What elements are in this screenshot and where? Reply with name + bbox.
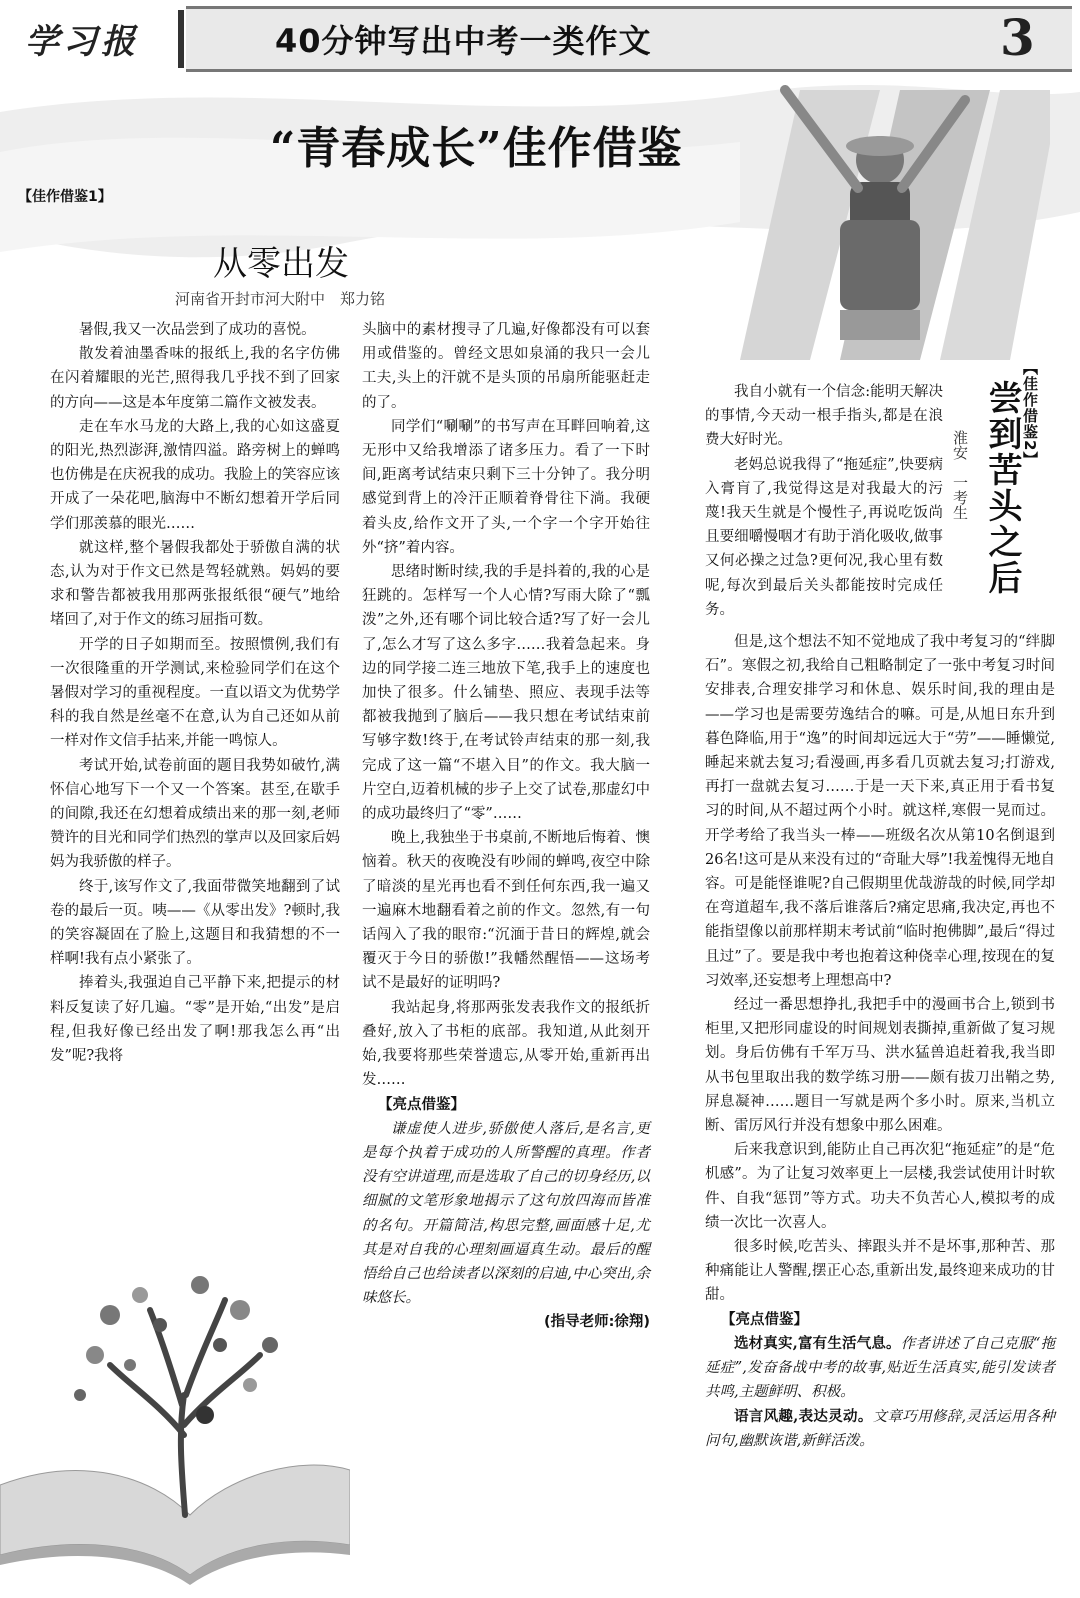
highlight-point-1 — [705, 1332, 1055, 1405]
paragraph: 老妈总说我得了“拖延症”,快要病入膏肓了,我觉得这是对我最大的污蔑!我天生就是个慢性子,再说吃饭尚且要细嚼慢咽才有助于消化吸收,做事又何必操之过急?更何况,我心里有数呢,每次到最后关头都能按时完成任务。 — [705, 456, 943, 618]
tree-book-illustration — [0, 1255, 350, 1595]
paragraph: 暑假,我又一次品尝到了成功的喜悦。 — [79, 322, 316, 338]
newspaper-logo: 学习报 — [25, 22, 139, 62]
paragraph: 就这样,整个暑假我都处于骄傲自满的状态,认为对于作文已然是驾轻就熟。妈妈的要求和警告都被我用那两张报纸很“硬气”地给堵回了,对于作文的练习屈指可数。 — [50, 539, 340, 629]
article1-column1 — [50, 318, 340, 1068]
highlight-comment: 谦虚使人进步,骄傲使人落后,是名言,更是每个执着于成功的人所警醒的真理。作者没有空讲道理,而是选取了自己的切身经历,以细腻的文笔形象地揭示了这句放四海而皆准的名句。开篇简洁,构思完整,画面感十足,尤其是对自我的心理刻画逼真生动。最后的醒悟给自己也给读者以深刻的启迪,中心突出,余味悠长。 — [362, 1120, 650, 1307]
paragraph: 思绪时断时续,我的手是抖着的,我的心是狂跳的。怎样写一个人心情?写雨大除了“瓢泼”之外,还有哪个词比较合适?写了好一会儿了,怎么才写了这么多字……我着急起来。身边的同学接二连三地放下笔,我手上的速度也加快了很多。什么铺垫、照应、表现手法等都被我抛到了脑后——我只想在考试结束前写够字数!终于,在考试铃声结束的那一刻,我完成了这一篇“不堪入目”的作文。我大脑一片空白,迈着机械的步子上交了试卷,那虚幻中的成功最终归了“零”…… — [362, 564, 650, 823]
highlight-point-1-text: 作者讲述了自己克服“拖延症”,发奋备战中考的故事,贴近生活真实,能引发读者共鸣,主题鲜明、积极。 — [705, 1335, 1055, 1401]
paragraph: 但是,这个想法不知不觉地成了我中考复习的“绊脚石”。寒假之初,我给自己粗略制定了一张中考复习时间安排表,合理安排学习和休息、娱乐时间,我的理由是——学习也是需要劳逸结合的嘛。可是,从旭日东升到暮色降临,用于“逸”的时间却远远大于“劳”——睡懒觉,睡起来就去复习;看漫画,再多看几页就去复习;打游戏,再打一盘就去复习……于是一天下来,真正用于看书复习的时间,从不超过两个小时。就这样,寒假一晃而过。开学考给了我当头一棒——班级名次从第10名倒退到26名!这可是从来没有过的“奇耻大辱”!我羞愧得无地自容。可是能怪谁呢?自己假期里优哉游哉的时候,同学却在弯道超车,我不落后谁落后?痛定思痛,我决定,再也不能指望像以前那样期末考试前“临时抱佛脚”,最后“得过且过”了。要是我中考也抱着这种侥幸心理,按现在的复习效率,还妄想考上理想高中? — [705, 634, 1055, 989]
header-divider — [178, 10, 184, 68]
paragraph: 我自小就有一个信念:能明天解决的事情,今天动一根手指头,都是在浪费大好时光。 — [705, 384, 943, 449]
paragraph: 同学们“唰唰”的书写声在耳畔回响着,这无形中又给我增添了诸多压力。看了一下时间,距离考试结束只剩下三十分钟了。我分明感觉到背上的冷汗正顺着脊骨往下淌。我硬着头皮,给作文开了头,一个字一个字开始往外“挤”着内容。 — [362, 418, 650, 556]
article2-intro — [705, 380, 943, 622]
paragraph: 走在车水马龙的大路上,我的心如这盛夏的阳光,热烈澎湃,激情四溢。路旁树上的蝉鸣也仿佛是在庆祝我的成功。我脸上的笑容应该开成了一朵花吧,脑海中不断幻想着开学后同学们那羡慕的眼光…… — [50, 418, 340, 532]
header-title: 40分钟写出中考一类作文 — [275, 22, 652, 60]
paragraph: 晚上,我独坐于书桌前,不断地后悔着、懊恼着。秋天的夜晚没有吵闹的蝉鸣,夜空中除了暗淡的星光再也看不到任何东西,我一遍又一遍麻木地翻看着之前的作文。忽然,有一句话闯入了我的眼帘:“沉湎于昔日的辉煌,就会覆灭于今日的骄傲!”我幡然醒悟——这场考试不是最好的证明吗? — [362, 830, 650, 992]
article1-byline: 河南省开封市河大附中 郑力铭 — [175, 290, 386, 308]
article1-tag: 【佳作借鉴1】 — [18, 189, 112, 205]
paragraph: 经过一番思想挣扎,我把手中的漫画书合上,锁到书柜里,又把形同虚设的时间规划表撕掉,重新做了复习规划。身后仿佛有千军万马、洪水猛兽追赶着我,我当即从书包里取出我的数学练习册——颇有拔刀出鞘之势,屏息凝神……题目一写就是两个多小时。原来,当机立断、雷厉风行并没有想象中那么困难。 — [705, 997, 1055, 1135]
article2-body — [705, 630, 1055, 1453]
paragraph: 捧着头,我强迫自己平静下来,把提示的材料反复读了好几遍。“零”是开始,“出发”是启程,但我好像已经出发了啊!那我怎么再“出发”呢?我将 — [50, 975, 340, 1065]
article2-title: 尝到苦头之后 — [982, 380, 1022, 596]
paragraph: 头脑中的素材搜寻了几遍,好像都没有可以套用或借鉴的。曾经文思如泉涌的我只一会儿工夫,头上的汗就不是头顶的吊扇所能驱赶走的了。 — [362, 322, 650, 411]
highlight-point-2 — [705, 1405, 1055, 1453]
article1-column2 — [362, 318, 650, 1335]
highlight-heading: 【亮点借鉴】 — [721, 1311, 808, 1328]
paragraph: 终于,该写作文了,我面带微笑地翻到了试卷的最后一页。咦——《从零出发》?顿时,我的笑容凝固在了脸上,这题目和我猜想的不一样啊!我有点小紧张了。 — [50, 878, 340, 968]
paragraph: 很多时候,吃苦头、摔跟头并不是坏事,那种苦、那种痛能让人警醒,摆正心态,重新出发,最终迎来成功的甘甜。 — [705, 1239, 1055, 1304]
paragraph: 开学的日子如期而至。按照惯例,我们有一次很隆重的开学测试,来检验同学们在这个暑假对学习的重视程度。一直以语文为优势学科的我自然是丝毫不在意,认为自己还如从前一样对作文信手拈来,并能一鸣惊人。 — [50, 636, 340, 750]
teacher-credit: (指导老师:徐翔) — [543, 1314, 650, 1331]
paragraph: 散发着油墨香味的报纸上,我的名字仿佛在闪着耀眼的光芒,照得我几乎找不到了回家的方向——这是本年度第二篇作文被发表。 — [50, 346, 340, 411]
highlight-point-1-title: 选材真实,富有生活气息。 — [734, 1334, 901, 1352]
highlight-point-2-title: 语言风趣,表达灵动。 — [734, 1407, 873, 1425]
article1-title: 从零出发 — [213, 244, 349, 284]
article2-byline: 淮安 一考生 — [951, 430, 969, 520]
paragraph: 考试开始,试卷前面的题目我势如破竹,满怀信心地写下一个又一个答案。甚至,在歇手的间隙,我还在幻想着成绩出来的那一刻,老师赞许的目光和同学们热烈的掌声以及回家后妈妈为我骄傲的样子。 — [50, 757, 340, 871]
paragraph: 我站起身,将那两张发表我作文的报纸折叠好,放入了书柜的底部。我知道,从此刻开始,我要将那些荣誉遗忘,从零开始,重新再出发…… — [362, 999, 650, 1089]
highlight-heading: 【亮点借鉴】 — [378, 1096, 465, 1113]
photo-girl-arms-raised — [730, 70, 1050, 370]
page-number: 3 — [1000, 8, 1035, 67]
highlight-point-2-text: 文章巧用修辞,灵活运用各种问句,幽默诙谐,新鲜活泼。 — [705, 1408, 1055, 1449]
article2-tag: 【佳作借鉴2】 — [1021, 360, 1039, 468]
page-main-title: “青春成长”佳作借鉴 — [270, 123, 683, 174]
paragraph: 后来我意识到,能防止自己再次犯“拖延症”的是“危机感”。为了让复习效率更上一层楼,我尝试使用计时软件、自我“惩罚”等方式。功夫不负苦心人,模拟考的成绩一次比一次喜人。 — [705, 1142, 1055, 1231]
